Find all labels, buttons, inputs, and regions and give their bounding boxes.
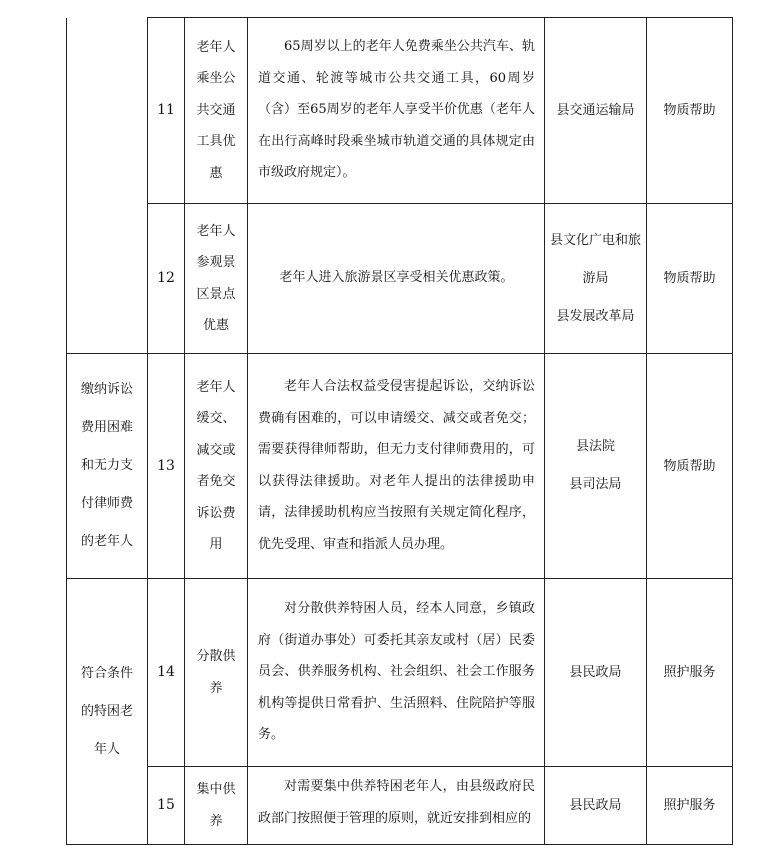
item-description: [248, 204, 545, 354]
service-type: 物质帮助: [647, 18, 733, 204]
description-text: 老年人合法权益受侵害提起诉讼，交纳诉讼费确有困难的，可以申请缓交、减交或者免交；需要获得律师帮助，但无力支付律师费用的，可以获得法律援助。对老年人提出的法律援助申请，法律援助机构应当按照有关规定简化程序，优先受理、审查和指派人员办理。: [258, 379, 535, 552]
item-name: 老年人参观景区景点优惠: [185, 204, 248, 354]
department-cell: 县民政局: [545, 579, 647, 767]
row-number: 11: [148, 18, 185, 204]
department-cell: 县文化广电和旅游局 县发展改革局: [545, 204, 647, 354]
description-text: 对分散供养特困人员，经本人同意，乡镇政府（街道办事处）可委托其亲友或村（居）民委员会、供养服务机构、社会组织、社会工作服务机构等提供日常看护、生活照料、住院陪护等服务。: [258, 601, 535, 743]
row-number: 15: [148, 767, 185, 845]
item-description: [248, 18, 545, 204]
item-description: [248, 354, 545, 579]
table-row: [67, 579, 733, 767]
item-name: 分散供养: [185, 579, 248, 767]
service-type: 照护服务: [647, 579, 733, 767]
row-number: 14: [148, 579, 185, 767]
description-text: 老年人进入旅游景区享受相关优惠政策。: [279, 270, 514, 286]
row-number: 13: [148, 354, 185, 579]
department-cell: 县民政局: [545, 767, 647, 845]
group-cell: 符合条件的特困老年人: [67, 579, 148, 845]
department-cell: 县交通运输局: [545, 18, 647, 204]
policy-table: [66, 17, 733, 845]
table-row: [67, 18, 733, 204]
item-description: [248, 579, 545, 767]
row-number: 12: [148, 204, 185, 354]
table-row: [67, 767, 733, 845]
table-row: [67, 204, 733, 354]
description-text: 对需要集中供养特困老年人，由县级政府民政部门按照便于管理的原则，就近安排到相应的: [258, 779, 535, 826]
item-name: 老年人缓交、减交或者免交诉讼费用: [185, 354, 248, 579]
department-cell: 县法院 县司法局: [545, 354, 647, 579]
service-type: 照护服务: [647, 767, 733, 845]
item-name: 老年人乘坐公共交通工具优惠: [185, 18, 248, 204]
table-row: [67, 354, 733, 579]
group-cell-continued: [67, 18, 148, 354]
item-name: 集中供养: [185, 767, 248, 845]
service-type: 物质帮助: [647, 204, 733, 354]
description-text: 65周岁以上的老年人免费乘坐公共汽车、轨道交通、轮渡等城市公共交通工具，60周岁（含）至65周岁的老年人享受半价优惠（老年人在出行高峰时段乘坐城市轨道交通的具体规定由市级政府规定）。: [258, 39, 535, 181]
group-cell: 缴纳诉讼费用困难和无力支付律师费的老年人: [67, 354, 148, 579]
item-description: [248, 767, 545, 845]
service-type: 物质帮助: [647, 354, 733, 579]
